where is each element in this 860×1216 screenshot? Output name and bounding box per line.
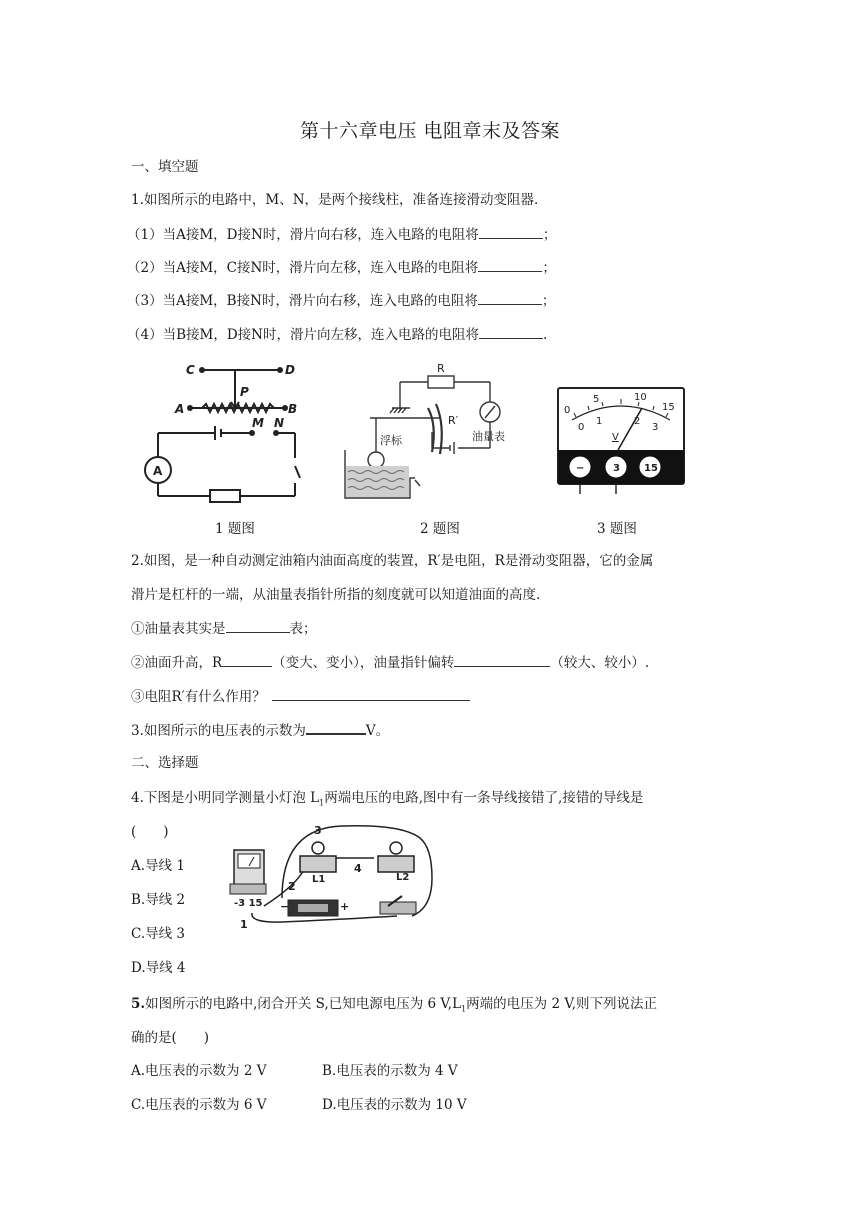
question-4-paren: ( ): [131, 824, 169, 840]
wire-label-3: 3: [314, 824, 322, 837]
option-a[interactable]: A.电压表的示数为 2 V: [131, 1063, 267, 1079]
label-d: D: [285, 363, 295, 377]
option-c[interactable]: C.导线 3: [131, 926, 186, 942]
figure-1-rheostat-circuit: [140, 358, 320, 508]
answer-blank[interactable]: [272, 687, 470, 701]
option-d[interactable]: D.导线 4: [131, 960, 186, 976]
question-2-stem-line-2: 滑片是杠杆的一端，从油量表指针所指的刻度就可以知道油面的高度.: [131, 587, 541, 603]
unit-label: V: [612, 432, 619, 443]
label-p: P: [240, 385, 249, 399]
answer-blank[interactable]: [454, 653, 550, 667]
question-2-part-1: ①油量表其实是 表；: [131, 621, 317, 637]
lamp-l2-label: L2: [396, 872, 410, 883]
answer-blank[interactable]: [479, 325, 543, 339]
scale-bottom-0: 0: [578, 422, 585, 433]
option-c[interactable]: C.电压表的示数为 6 V: [131, 1097, 267, 1113]
question-1-item-4: （4）当B接M，D接N时，滑片向左移，连入电路的电阻将 .: [127, 327, 548, 343]
scale-top-10: 10: [634, 392, 647, 403]
label-r-prime: R′: [448, 414, 459, 427]
wire-label-2: 2: [288, 880, 296, 893]
answer-blank[interactable]: [222, 653, 272, 667]
question-1-item-1: （1）当A接M，D接N时，滑片向右移，连入电路的电阻将 ；: [127, 227, 557, 243]
label-r: R: [437, 362, 445, 375]
label-b: B: [288, 402, 298, 416]
scale-bottom-1: 1: [596, 416, 603, 427]
label-n: N: [274, 416, 285, 430]
figure-3-voltmeter: [556, 386, 686, 496]
question-5-stem-line-2: 确的是( ): [131, 1030, 210, 1046]
figure-2-oil-gauge: [340, 360, 540, 505]
label-oil-gauge: 油量表: [472, 430, 505, 443]
section-heading-fill-in: 一、填空题: [131, 159, 199, 175]
figure-4-physical-circuit: [222, 818, 444, 930]
scale-top-15: 15: [662, 402, 675, 413]
scale-top-0: 0: [564, 405, 571, 416]
question-2-part-3: ③电阻R′有什么作用？: [131, 687, 470, 707]
section-heading-choice: 二、选择题: [131, 755, 199, 771]
figure-3-caption: 3 题图: [597, 521, 637, 537]
question-5-stem-line-1: 5.如图所示的电路中,闭合开关 S,已知电源电压为 6 $V,L_1$两端的电压为 2 V,则下列说法正: [131, 996, 658, 1014]
answer-blank[interactable]: [226, 619, 290, 633]
question-4-stem: 4.下图是小明同学测量小灯泡 $L_1$两端电压的电路,图中有一条导线接错了,接错的导线是: [131, 790, 644, 808]
lamp-l1-label: L1: [312, 874, 326, 885]
question-1-item-2: （2）当A接M，C接N时，滑片向左移，连入电路的电阻将 ；: [127, 260, 556, 276]
scale-bottom-2: 2: [634, 416, 641, 427]
terminal-negative: −: [576, 463, 585, 474]
battery-negative: −: [280, 900, 290, 913]
label-c: C: [186, 363, 195, 377]
page-title: 第十六章电压 电阻章末及答案: [299, 120, 561, 142]
ammeter-label: A: [153, 464, 163, 478]
label-a: A: [175, 402, 185, 416]
answer-blank[interactable]: [479, 225, 543, 239]
terminal-15: 15: [644, 463, 658, 474]
question-3: 3.如图所示的电压表的示数为 V。: [131, 720, 389, 741]
label-m: M: [252, 416, 264, 430]
question-1-stem: 1.如图所示的电路中，M、N，是两个接线柱，准备连接滑动变阻器.: [131, 192, 539, 208]
question-1-item-3: （3）当A接M，B接N时，滑片向右移，连入电路的电阻将 ；: [127, 293, 556, 309]
wire-label-1: 1: [240, 918, 248, 930]
figure-2-caption: 2 题图: [420, 521, 460, 537]
figure-1-caption: 1 题图: [215, 521, 255, 537]
answer-blank[interactable]: [478, 258, 542, 272]
terminal-3: 3: [613, 463, 620, 474]
scale-top-5: 5: [593, 394, 600, 405]
option-b[interactable]: B.导线 2: [131, 892, 186, 908]
answer-blank[interactable]: [306, 720, 366, 735]
scale-bottom-3: 3: [652, 422, 659, 433]
option-b[interactable]: B.电压表的示数为 4 V: [322, 1063, 458, 1079]
option-a[interactable]: A.导线 1: [131, 858, 185, 874]
battery-positive: +: [340, 900, 350, 913]
voltmeter-terminals: -3 15: [234, 898, 263, 909]
question-2-part-2: ②油面升高，R （变大、变小），油量指针偏转 （较大、较小）.: [131, 655, 650, 671]
question-2-stem-line-1: 2.如图，是一种自动测定油箱内油面高度的装置，R′是电阻，R是滑动变阻器，它的金属: [131, 553, 654, 569]
label-float: 浮标: [380, 434, 402, 447]
answer-blank[interactable]: [478, 291, 542, 305]
option-d[interactable]: D.电压表的示数为 10 V: [322, 1097, 467, 1113]
wire-label-4: 4: [354, 862, 362, 875]
